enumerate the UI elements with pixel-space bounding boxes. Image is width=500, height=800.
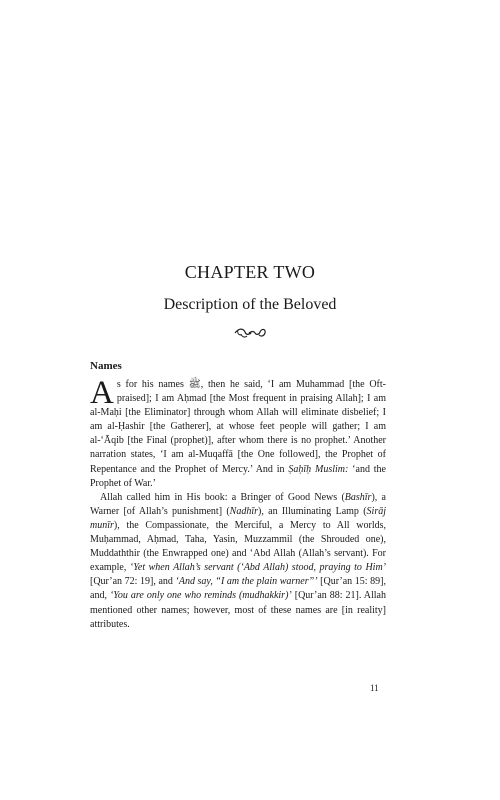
floral-ornament-icon <box>0 326 500 344</box>
para1-seg0: s for his names <box>116 379 189 390</box>
para2-seg7: ‘Yet when Allah’s servant (‘Abd Allah) stood, praying to Him’ <box>129 562 386 574</box>
para2-seg5: Sirāj munīr <box>90 505 386 531</box>
section-heading: Names <box>90 360 122 372</box>
para2-seg0: Allah called him in His book: a Bringer of Good News ( <box>100 491 345 503</box>
para2-seg1: Bashīr <box>344 491 372 503</box>
para2-seg12: [Qur’an 88: 21]. Allah mentioned other names; however, most of these names are [in reality] attributes. <box>90 590 386 630</box>
para1-seg3: Ṣaḥīḥ Muslim: <box>288 463 349 475</box>
page-number: 11 <box>370 683 379 693</box>
para2-seg4: ), an Illuminating Lamp ( <box>258 505 367 517</box>
para1-seg2: , then he said, ‘I am Muhammad [the Oft-praised]; I am Aḥmad [the Most frequent in praising Allah]; I am al-Maḥi [the Eliminator] through whom Allah will eliminate disbelief; I am al-Ḥashir [the Gatherer], at whose feet people will gather; I am al-‘Āqib [the Final (prophet)], after whom there is no prophet.’ Another narration states, ‘I am al-Muqaffā [the One followed], the Prophet of Repentance and the Prophet of Mercy.’ And in <box>90 379 386 475</box>
para2-seg11: ‘You are only one who reminds (mudhakkir)’ <box>109 590 292 602</box>
para2-seg10: [Qur’an 15: 89], and, <box>90 576 386 602</box>
para2-seg8: [Qur’an 72: 19], and <box>90 576 176 588</box>
para2-seg6: ), the Compassionate, the Merciful, a Mercy to All worlds, Muḥammad, Aḥmad, Taha, Yasin, Muzzammil (the Shrouded one), Muddaththir (the Enwrapped one) and ‘Abd Allah (Allah’s servant). For example, <box>90 519 386 574</box>
ornament-glyph <box>233 327 267 339</box>
chapter-subtitle: Description of the Beloved <box>163 296 337 313</box>
paragraph-2 <box>90 491 386 632</box>
para2-seg9: ‘And say, “I am the plain warner”’ <box>175 576 318 588</box>
chapter-title: CHAPTER TWO <box>184 262 316 282</box>
body-text <box>90 375 386 632</box>
para1-seg4: ‘and the Prophet of War.’ <box>90 463 386 489</box>
para2-seg3: Nadhīr <box>229 505 259 517</box>
honorific-glyph: ﷺ <box>188 379 201 390</box>
para2-seg2: ), a Warner [of Allah’s punishment] ( <box>90 491 386 517</box>
paragraph-1 <box>90 375 386 491</box>
drop-cap: A <box>90 375 114 411</box>
